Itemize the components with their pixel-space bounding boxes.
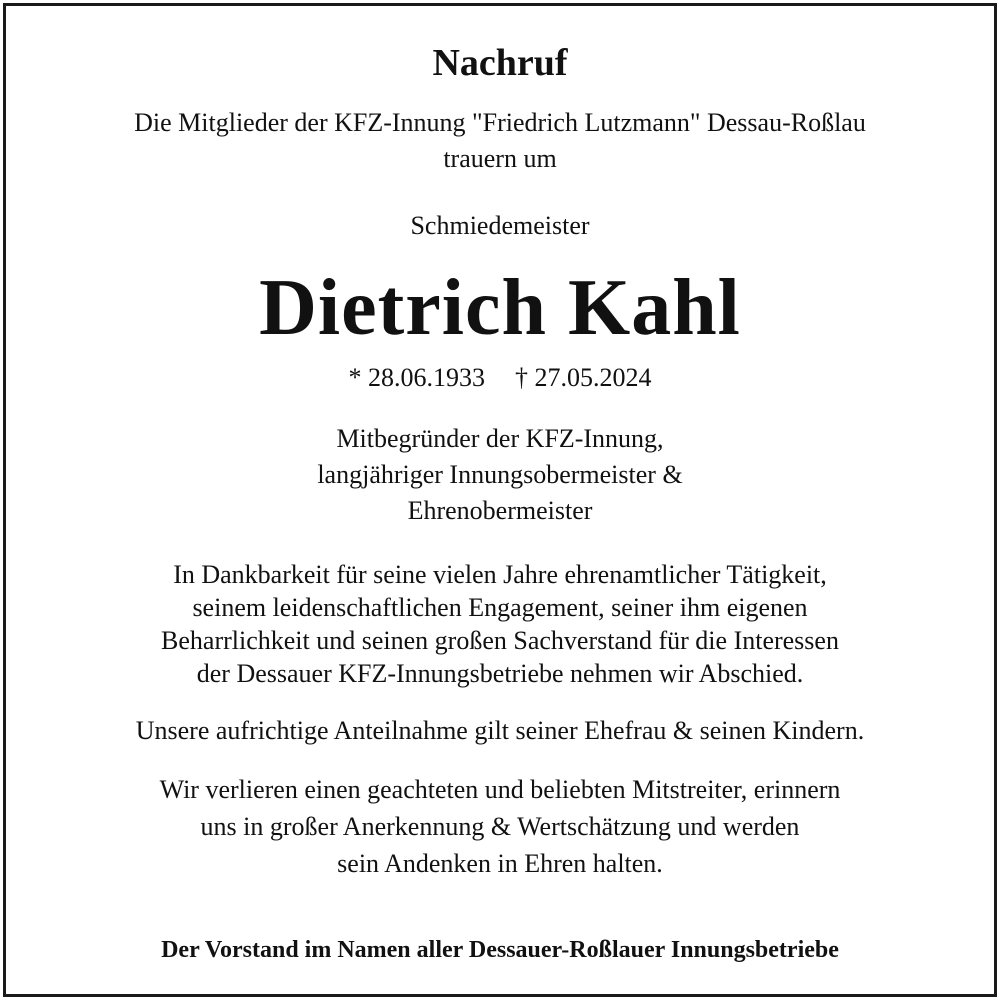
death-date: † 27.05.2024 <box>515 363 652 392</box>
gratitude-line: seinem leidenschaftlichen Engagement, seiner ihm eigenen <box>192 593 808 622</box>
notice-title: Nachruf <box>432 42 568 84</box>
remembrance-line: Wir verlieren einen geachteten und beliebten Mitstreiter, erinnern <box>159 775 841 804</box>
role-line: Ehrenobermeister <box>407 496 593 525</box>
profession: Schmiedemeister <box>410 211 590 240</box>
intro-line: trauern um <box>443 144 557 173</box>
condolence-line: Unsere aufrichtige Anteilnahme gilt seiner Ehefrau & seinen Kindern. <box>135 716 865 745</box>
deceased-name: Dietrich Kahl <box>259 264 741 352</box>
gratitude-line: In Dankbarkeit für seine vielen Jahre ehrenamtlicher Tätigkeit, <box>173 560 827 589</box>
signature: Der Vorstand im Namen aller Dessauer-Roßlauer Innungsbetriebe <box>161 937 839 963</box>
life-dates <box>6 365 994 391</box>
role-line: langjähriger Innungsobermeister & <box>317 460 683 489</box>
role-line: Mitbegründer der KFZ-Innung, <box>336 424 664 453</box>
gratitude-line: Beharrlichkeit und seinen großen Sachverstand für die Interessen <box>161 626 839 655</box>
intro-line: Die Mitglieder der KFZ-Innung "Friedrich Lutzmann" Dessau-Roßlau <box>134 108 866 137</box>
remembrance-line: sein Andenken in Ehren halten. <box>337 849 663 878</box>
gratitude-line: der Dessauer KFZ-Innungsbetriebe nehmen wir Abschied. <box>196 659 804 688</box>
remembrance-line: uns in großer Anerkennung & Wertschätzung und werden <box>200 812 800 841</box>
obituary-notice <box>3 3 997 997</box>
birth-date: * 28.06.1933 <box>348 363 485 392</box>
